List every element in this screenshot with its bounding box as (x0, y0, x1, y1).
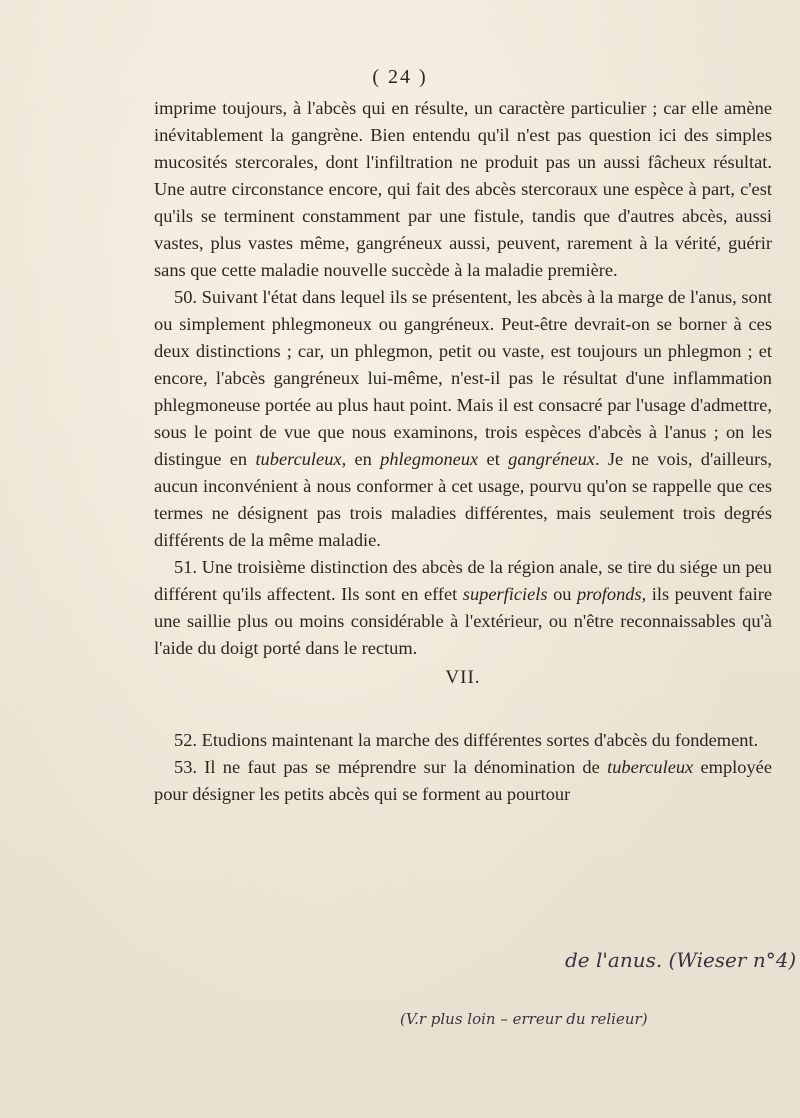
italic-term: profonds (576, 584, 642, 604)
text-run: employée pour désigner les petits abcès qui se forment au pourtour (154, 757, 772, 804)
italic-term: superficiels (462, 584, 548, 604)
section-heading: VII. (445, 667, 481, 688)
text-run: , en (341, 449, 381, 469)
italic-term: phlegmoneux (380, 449, 479, 469)
paragraph (154, 727, 772, 754)
paragraph (154, 754, 772, 808)
text-run: et (478, 449, 509, 469)
handwritten-note-continuation: de l'anus. (Wieser n°4) (565, 948, 797, 972)
body-text (154, 95, 772, 808)
paragraph (154, 284, 772, 554)
paragraphs-before-heading (154, 95, 772, 662)
text-run: ou (547, 584, 577, 604)
italic-term: gangréneux (508, 449, 595, 469)
paragraph (154, 95, 772, 284)
italic-term: tuberculeux (255, 449, 342, 469)
text-run: , ils peuvent faire une saillie plus ou moins considérable à l'extérieur, ou n'être reconnaissables qu'à l'aide du doigt porté dans le rectum. (154, 584, 772, 658)
text-run: . Je ne vois, d'ailleurs, aucun inconvénient à nous conformer à cet usage, pourvu qu'on se rappelle que ces termes ne désignent pas trois maladies différentes, mais seulement trois degrés différents de la même maladie. (154, 449, 773, 550)
handwritten-note-binder-error: (V.r plus loin – erreur du relieur) (400, 1010, 648, 1028)
text-run: 50. Suivant l'état dans lequel ils se présentent, les abcès à la marge de l'anus, sont ou simplement phlegmoneux ou gangréneux. Peut-être devrait-on se borner à ces deux distinctions ; car, un phlegmon, petit ou vaste, est toujours un phlegmon ; et encore, l'abcès gangréneux lui-même, n'est-il pas le résultat d'une inflammation phlegmoneuse portée au plus haut point. Mais il est consacré par l'usage d'admettre, sous le point de vue que nous examinons, trois espèces d'abcès à l'anus ; on les distingue en (154, 287, 772, 469)
text-run: 51. Une troisième distinction des abcès de la région anale, se tire du siége un peu différent qu'ils affectent. Ils sont en effet (154, 557, 772, 604)
page-number: ( 24 ) (372, 66, 428, 88)
italic-term: tuberculeux (607, 757, 694, 777)
text-run: 52. Etudions maintenant la marche des différentes sortes d'abcès du fondement. (174, 730, 759, 750)
paragraph (154, 554, 772, 662)
text-run: imprime toujours, à l'abcès qui en résulte, un caractère particulier ; car elle amène inévitablement la gangrène. Bien entendu qu'il n'est pas question ici des simples mucosités stercorales, dont l'infiltration ne produit pas un aussi fâcheux résultat. Une autre circonstance encore, qui fait des abcès stercoraux une espèce à part, c'est qu'ils se terminent constamment par une fistule, tandis que d'autres abcès, aussi vastes, plus vastes même, gangréneux aussi, peuvent, rarement à la vérité, guérir sans que cette maladie nouvelle succède à la maladie première. (154, 98, 772, 280)
text-run: 53. Il ne faut pas se méprendre sur la dénomination de (174, 757, 608, 777)
paragraphs-after-heading (154, 727, 772, 808)
